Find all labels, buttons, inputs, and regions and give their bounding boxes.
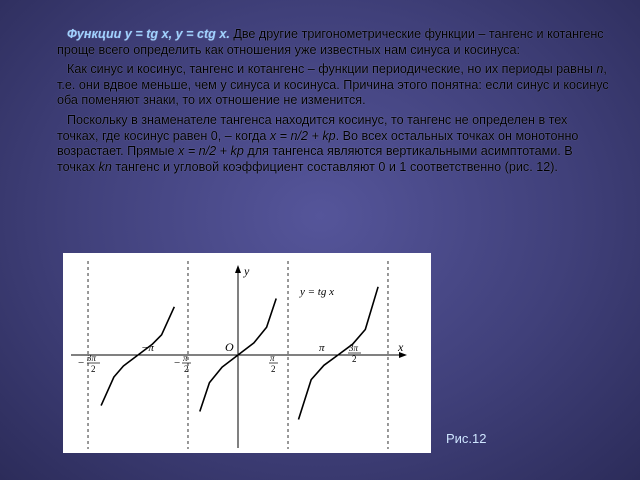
tick-label-neg-pi: −π xyxy=(141,342,154,354)
function-formula: y = tg x xyxy=(300,286,334,298)
heading: Функции y = tg x, y = ctg x. xyxy=(67,27,230,41)
points-formula: kn xyxy=(98,159,112,174)
origin-label: O xyxy=(225,340,234,354)
minus-sign: − xyxy=(78,357,85,369)
denominator: 2 xyxy=(271,364,276,374)
numerator: 3π xyxy=(87,353,97,363)
paragraph-3-text-2: . Во всех остальных точках он монотонно возрастает. Прямые xyxy=(57,128,579,159)
period-symbol: n xyxy=(596,62,604,77)
paragraph-2-text: Как синус и косинус, тангенс и котангенс – функции периодические, но их периоды равны xyxy=(67,62,597,77)
y-axis-arrow xyxy=(235,265,241,273)
paragraph-1-body: Две другие тригонометрические функции – тангенс и котангенс проще всего определить как отношения уже известных нам синуса и косинуса: xyxy=(57,27,604,57)
tick-label-neg-pi-2 xyxy=(174,353,191,374)
paragraph-1 xyxy=(57,27,609,58)
denominator: 2 xyxy=(91,364,96,374)
tangent-graph-figure xyxy=(63,253,431,453)
asymptote-formula-2: x = n/2 + kp xyxy=(178,144,244,159)
paragraph-2-text-end: , т.е. они вдвое меньше, чем у синуса и косинуса. Причина этого понятна: если синус и косинус оба поменяют знаки, то их отношение не изменится. xyxy=(57,62,609,108)
tick-label-3pi-2 xyxy=(348,343,361,364)
paragraph-3 xyxy=(57,113,609,175)
figure-caption: Рис.12 xyxy=(446,431,487,446)
tick-label-pi-2 xyxy=(269,353,278,374)
tangent-branch-1 xyxy=(101,307,174,406)
text-block xyxy=(57,27,609,179)
x-axis-label: x xyxy=(398,340,404,354)
paragraph-2 xyxy=(57,62,609,109)
numerator: π xyxy=(270,353,275,363)
y-axis-label: y xyxy=(244,264,250,278)
denominator: 2 xyxy=(352,354,357,364)
minus-sign: − xyxy=(174,357,181,369)
paragraph-3-text-4: тангенс и угловой коэффициент составляют 0 и 1 соответственно (рис. 12). xyxy=(111,159,558,174)
numerator: 3π xyxy=(349,343,359,353)
paragraph-3-text-3: для тангенса являются вертикальными асимптотами. В точках xyxy=(57,144,573,174)
tangent-graph xyxy=(63,253,431,453)
asymptote-formula: x = n/2 + kp xyxy=(269,128,336,143)
denominator: 2 xyxy=(184,364,189,374)
tick-label-pi: π xyxy=(319,342,325,354)
tick-label-neg-3pi-2 xyxy=(78,353,100,374)
paragraph-3-text: Поскольку в знаменателе тангенса находится косинус, то тангенс не определен в тех точках, где косинус равен 0, – когда xyxy=(57,112,568,143)
tangent-branch-3 xyxy=(299,287,379,420)
numerator: π xyxy=(183,353,188,363)
